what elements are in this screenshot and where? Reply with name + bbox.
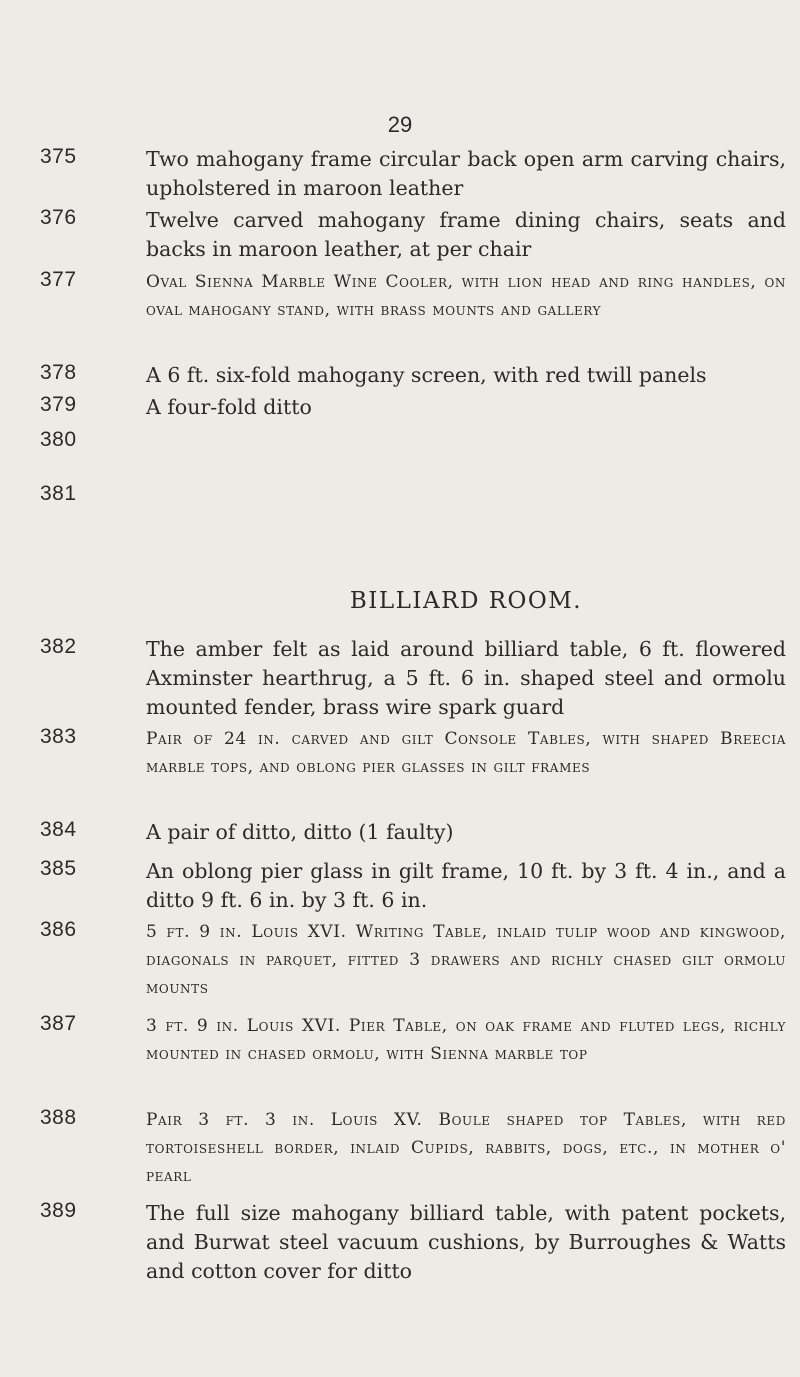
lot-number: 376 <box>40 206 77 229</box>
lot-description: Pair 3 ft. 3 in. Louis XV. Boule shaped top Tables, with red tortoiseshell border, inlaid Cupids, rabbits, dogs, etc., in mother o' pearl <box>146 1110 786 1186</box>
lot-description: Twelve carved mahogany frame dining chairs, seats and backs in maroon leather, at per chair <box>146 208 786 261</box>
lot-number: 389 <box>40 1199 77 1222</box>
lot-description: 3 ft. 9 in. Louis XVI. Pier Table, on oak frame and fluted legs, richly mounted in chased ormolu, with Sienna marble top <box>146 1016 786 1064</box>
lot-number: 377 <box>40 268 77 291</box>
lot-description: 5 ft. 9 in. Louis XVI. Writing Table, inlaid tulip wood and kingwood, diagonals in parquet, fitted 3 drawers and richly chased gilt ormolu mounts <box>146 922 786 998</box>
lot-number: 381 <box>40 482 77 505</box>
lot-number: 383 <box>40 725 77 748</box>
lot-description: Oval Sienna Marble Wine Cooler, with lion head and ring handles, on oval mahogany stand, with brass mounts and gallery <box>146 272 786 320</box>
lot-description: Two mahogany frame circular back open arm carving chairs, upholstered in maroon leather <box>146 147 786 200</box>
lot-description: A 6 ft. six-fold mahogany screen, with red twill panels <box>146 363 707 387</box>
lot-number: 378 <box>40 361 77 384</box>
lot-number: 382 <box>40 635 77 658</box>
lot-description: A pair of ditto, ditto (1 faulty) <box>146 820 454 844</box>
lot-number: 388 <box>40 1106 77 1129</box>
lot-number: 385 <box>40 857 77 880</box>
lot-description: An oblong pier glass in gilt frame, 10 ft. by 3 ft. 4 in., and a ditto 9 ft. 6 in. by 3 ft. 6 in. <box>146 859 786 912</box>
lot-number: 375 <box>40 145 77 168</box>
lot-description: A four-fold ditto <box>146 395 312 419</box>
lot-number: 384 <box>40 818 77 841</box>
section-heading: BILLIARD ROOM. <box>349 588 583 614</box>
lot-number: 380 <box>40 428 77 451</box>
lot-description: The full size mahogany billiard table, with patent pockets, and Burwat steel vacuum cushions, by Burroughes & Watts and cotton cover for ditto <box>146 1201 786 1283</box>
lot-description: The amber felt as laid around billiard table, 6 ft. flowered Axminster hearthrug, a 5 ft. 6 in. shaped steel and ormolu mounted fender, brass wire spark guard <box>146 637 786 719</box>
lot-number: 387 <box>40 1012 77 1035</box>
lot-number: 386 <box>40 918 77 941</box>
lot-description: Pair of 24 in. carved and gilt Console Tables, with shaped Breecia marble tops, and oblong pier glasses in gilt frames <box>146 729 786 777</box>
lot-number: 379 <box>40 393 77 416</box>
page-number: 29 <box>387 112 413 137</box>
